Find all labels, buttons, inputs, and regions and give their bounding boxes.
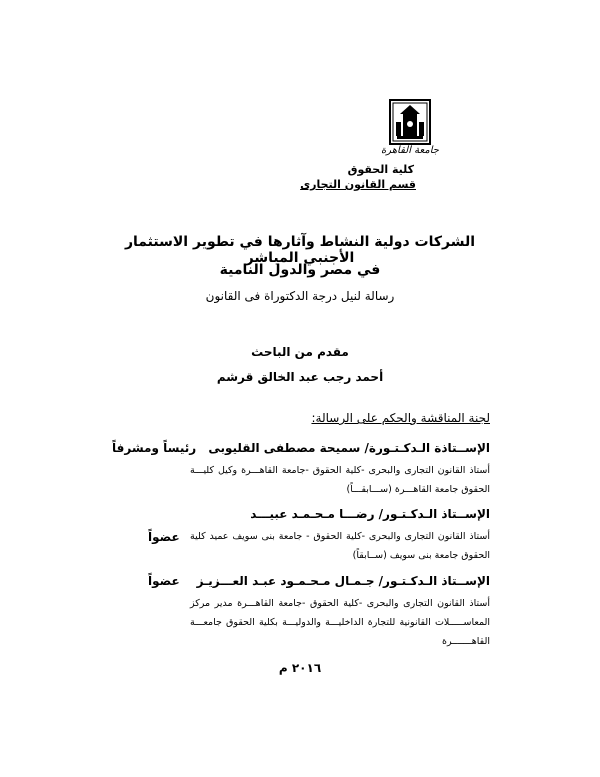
- committee-member-name: الإســتاذ الـدكـتـور/ جـمـال مـحـمـود عبـد العـــزيـز: [196, 574, 490, 588]
- committee-member-description: أستاذ القانون التجارى والبحرى -كلية الحقوق - جامعة بنى سويف عميد كلية الحقوق جامعة بنى سويف (ســابقاً): [190, 531, 490, 561]
- presented-by-label: مقدم من الباحث: [251, 345, 349, 359]
- department-name: قسم القانون التجارى: [300, 178, 416, 191]
- committee-member-description: أستاذ القانون التجارى والبحرى -كلية الحقوق -جامعة القاهـــرة وكيل كليـــة الحقوق جامعة القاهـــرة (ســـابقـــاً): [190, 465, 490, 495]
- committee-member-name: الإســتاذة الـدكـتـورة/ سميحة مصطفى القليوبى: [208, 441, 490, 455]
- researcher-name: أحمد رجب عبد الخالق قرشم: [216, 370, 384, 384]
- committee-member-role: رئيساً ومشرفاً: [112, 441, 197, 455]
- committee-member-role: عضواً: [148, 574, 180, 588]
- faculty-name: كلية الحقوق: [347, 163, 414, 176]
- committee-heading: لجنة المناقشة والحكم على الرسالة:: [311, 411, 490, 425]
- thesis-title-line2: في مصر والدول النامية: [219, 262, 381, 278]
- committee-member-role: عضواً: [148, 530, 180, 544]
- thesis-year: ٢٠١٦ م: [278, 661, 322, 675]
- thesis-title-line1: الشركات دولية النشاط وآثارها في تطوير الاستثمار الأجنبي المباشر: [124, 234, 475, 266]
- committee-member-name: الإســتاذ الـدكـتـور/ رضـــا مـحـمـد عبيـــد: [250, 507, 490, 521]
- degree-statement: رسالة لنيل درجة الدكتوراة فى القانون: [205, 289, 395, 303]
- university-name-script: جامعة القاهرة: [381, 145, 439, 156]
- committee-member-description: أستاذ القانون التجارى والبحرى -كلية الحقوق -جامعة القاهـــرة مدير مركز المعاســـــلات القانونية للتجارة الداخليـــة والدوليـــة بكلية الحقوق جامعـــة القاهـــــــرة: [190, 598, 490, 647]
- cairo-university-emblem: [388, 98, 432, 146]
